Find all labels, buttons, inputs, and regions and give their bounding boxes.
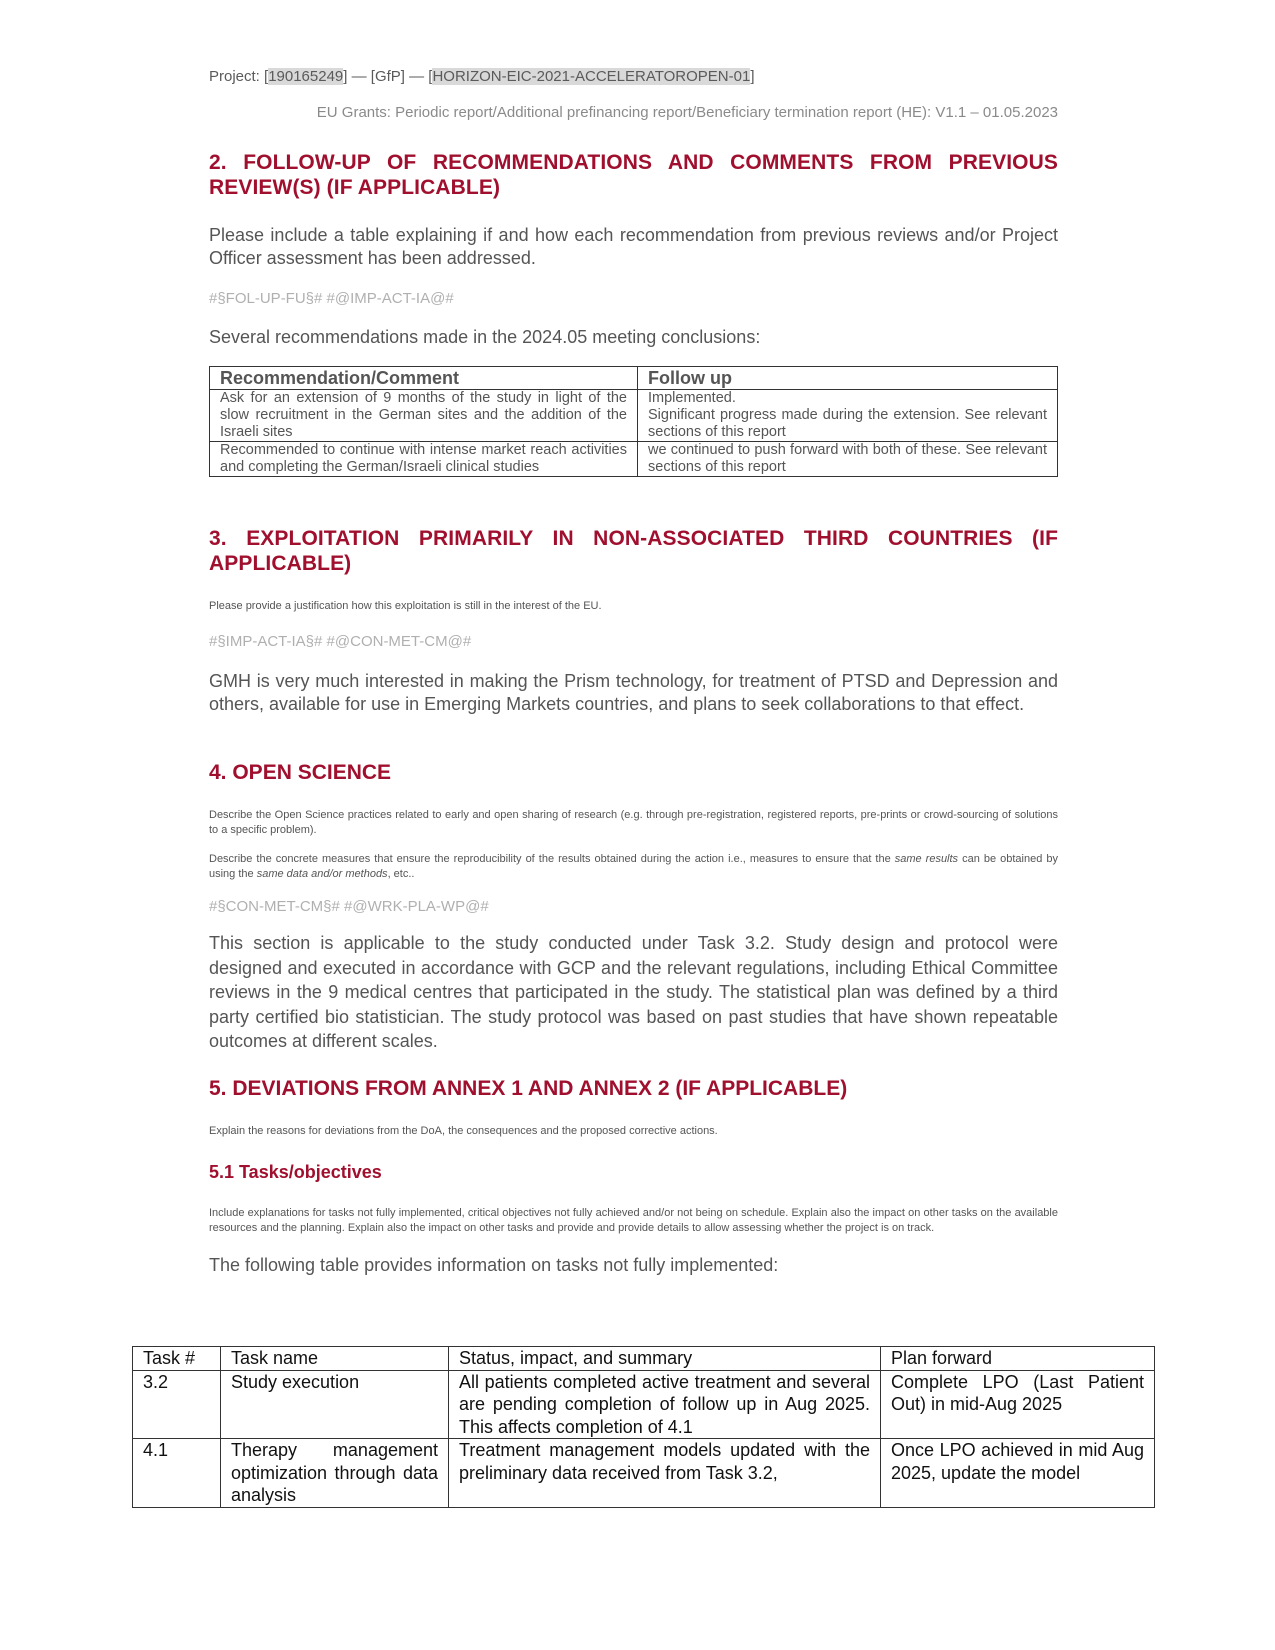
section-5-1-heading: 5.1 Tasks/objectives: [209, 1162, 382, 1182]
task-name-cell: Study execution: [221, 1370, 449, 1439]
instruction-text: , etc..: [387, 867, 415, 880]
table-row: [210, 390, 1058, 442]
plan-forward-cell: Once LPO achieved in mid Aug 2025, update the model: [881, 1439, 1155, 1508]
recommendation-cell: Ask for an extension of 9 months of the study in light of the slow recruitment in the German sites and the addition of the Israeli sites: [210, 390, 638, 442]
project-id-field: 190165249: [268, 68, 344, 85]
section-5-instruction: Explain the reasons for deviations from the DoA, the consequences and the proposed corrective actions.: [209, 1125, 718, 1137]
call-id-field: HORIZON-EIC-2021-ACCELERATOROPEN-01: [432, 68, 751, 85]
follow-up-line: Implemented.: [648, 390, 736, 406]
task-number-cell: 4.1: [133, 1439, 221, 1508]
section-4-heading: 4. OPEN SCIENCE: [209, 761, 392, 784]
status-cell: All patients completed active treatment and several are pending completion of follow up in Aug 2025. This affects completion of 4.1: [449, 1370, 881, 1439]
section-5-heading: 5. DEVIATIONS FROM ANNEX 1 AND ANNEX 2 (IF APPLICABLE): [209, 1077, 848, 1100]
section-4-tag: #§CON-MET-CM§# #@WRK-PLA-WP@#: [209, 898, 489, 915]
header-task-name: Task name: [221, 1347, 449, 1371]
recommendation-cell: Recommended to continue with intense market reach activities and completing the German/Israeli clinical studies: [210, 442, 638, 477]
section-2-heading-line1: 2. FOLLOW-UP OF RECOMMENDATIONS AND COMMENTS FROM PREVIOUS: [209, 151, 1058, 174]
section-2-instruction: Please include a table explaining if and how each recommendation from previous reviews and/or Project Officer assessment has been addressed.: [209, 225, 1058, 268]
instruction-text: can be obtained by using the: [209, 853, 1058, 880]
instruction-emphasis: same data and/or methods: [256, 867, 388, 880]
task-name-cell: Therapy management optimization through data analysis: [221, 1439, 449, 1508]
table-row: [133, 1370, 1155, 1439]
instruction-text: Describe the concrete measures that ensure the reproducibility of the results obtained during the action i.e., measures to ensure that the: [209, 853, 895, 865]
section-2-heading-line2: REVIEW(S) (IF APPLICABLE): [209, 176, 501, 199]
project-suffix: ]: [750, 68, 755, 85]
template-version-line: EU Grants: Periodic report/Additional prefinancing report/Beneficiary termination report (HE): V1.1 – 01.05.2023: [316, 104, 1058, 121]
section-3-heading-line2: APPLICABLE): [209, 552, 352, 575]
recommendations-table: [209, 366, 1058, 477]
follow-up-cell: [638, 390, 1058, 442]
header-follow-up: Follow up: [638, 367, 1058, 390]
section-2-intro: Several recommendations made in the 2024.05 meeting conclusions:: [209, 327, 761, 347]
section-3-heading: [209, 526, 1058, 576]
status-cell: Treatment management models updated with the preliminary data received from Task 3.2,: [449, 1439, 881, 1508]
section-4-instruction-2: [209, 852, 1058, 881]
header-status: Status, impact, and summary: [449, 1347, 881, 1371]
section-3-instruction: Please provide a justification how this exploitation is still in the interest of the EU.: [209, 600, 602, 612]
task-number-cell: 3.2: [133, 1370, 221, 1439]
section-3-body: GMH is very much interested in making the Prism technology, for treatment of PTSD and Depression and others, available for use in Emerging Markets countries, and plans to seek collaborations to that effect.: [209, 671, 1058, 714]
table-row: [133, 1439, 1155, 1508]
section-2-tag: #§FOL-UP-FU§# #@IMP-ACT-IA@#: [209, 290, 454, 307]
section-4-body: This section is applicable to the study conducted under Task 3.2. Study design and protocol were designed and executed in accordance with GCP and the relevant regulations, including Ethical Committee reviews in the 9 medical centres that participated in the study. The statistical plan was defined by a third party certified bio statistician. The study protocol was based on past studies that have shown repeatable outcomes at different scales.: [209, 933, 1058, 1051]
project-prefix: Project: [: [209, 68, 269, 85]
plan-forward-cell: Complete LPO (Last Patient Out) in mid-Aug 2025: [881, 1370, 1155, 1439]
section-5-1-intro: The following table provides information on tasks not fully implemented:: [209, 1255, 779, 1275]
section-3-tag: #§IMP-ACT-IA§# #@CON-MET-CM@#: [209, 633, 472, 650]
project-separator: ] — [GfP] — [: [343, 68, 433, 85]
header-task-number: Task #: [133, 1347, 221, 1371]
project-header: [209, 68, 755, 85]
follow-up-line: Significant progress made during the extension. See relevant sections of this report: [648, 407, 1047, 440]
table-header-row: [133, 1347, 1155, 1371]
instruction-emphasis: same results: [894, 853, 959, 865]
header-plan-forward: Plan forward: [881, 1347, 1155, 1371]
header-recommendation: Recommendation/Comment: [210, 367, 638, 390]
follow-up-cell: we continued to push forward with both of these. See relevant sections of this report: [638, 442, 1058, 477]
table-header-row: [210, 367, 1058, 390]
section-2-heading: [209, 150, 1058, 200]
table-row: [210, 442, 1058, 477]
section-5-1-instruction: Include explanations for tasks not fully implemented, critical objectives not fully achieved and/or not being on schedule. Explain also the impact on other tasks on the available resources and the planning. Explain also the impact on other tasks and provide and provide details to allow assessing whether the project is on track.: [209, 1207, 1058, 1234]
tasks-table: [132, 1346, 1155, 1508]
section-4-instruction-1: Describe the Open Science practices related to early and open sharing of research (e.g. through pre-registration, registered reports, pre-prints or crowd-sourcing of solutions to a specific problem).: [209, 809, 1058, 836]
section-3-heading-line1: 3. EXPLOITATION PRIMARILY IN NON-ASSOCIATED THIRD COUNTRIES (IF: [209, 527, 1058, 550]
